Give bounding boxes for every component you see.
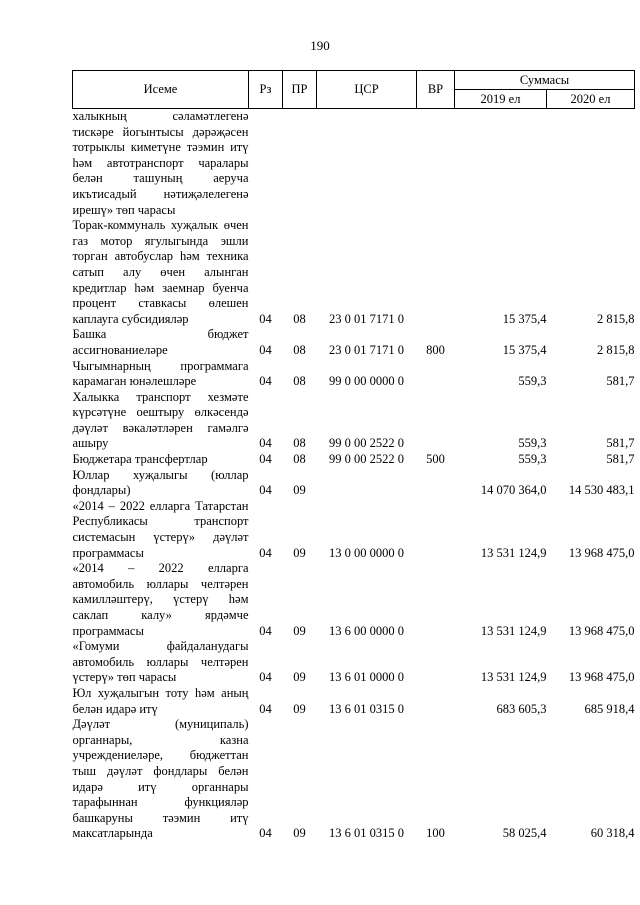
cell-csr: 99 0 00 2522 0 [329,436,404,451]
cell-2020: 685 918,4 [584,701,635,716]
cell-pr: 08 [293,436,306,451]
cell-2019 [455,109,547,219]
cell-csr: 13 0 00 0000 0 [329,545,404,560]
cell-pr: 09 [293,483,306,498]
table-header [73,71,635,109]
cell-name: «2014 – 2022 елларга Татарстан Республикасы транспорт системасын үстерү» дәүләт программасы [72,498,249,560]
cell-pr: 08 [293,311,306,326]
cell-pr: 08 [293,374,306,389]
cell-2020: 13 968 475,0 [568,545,635,560]
table-row [73,639,635,686]
cell-vr [417,109,455,219]
cell-vr [417,218,455,327]
col-header-name: Исеме [73,71,249,109]
table-row [73,359,635,390]
cell-2020: 2 815,8 [597,311,635,326]
cell-vr [417,359,455,390]
cell-2020: 13 968 475,0 [568,670,635,685]
cell-rz: 04 [259,623,272,638]
cell-vr [417,561,455,639]
page-number: 190 [310,38,330,53]
cell-pr: 08 [293,452,306,467]
cell-vr: 100 [426,826,445,841]
cell-2020: 581,7 [606,452,635,467]
cell-csr: 13 6 01 0000 0 [329,670,404,685]
cell-csr: 13 6 00 0000 0 [329,623,404,638]
cell-rz: 04 [259,483,272,498]
cell-name: Халыкка транспорт хезмәте күрсәтүне оештыру өлкәсендә дәүләт вәкаләтләрен гамәлгә ашыру [72,389,249,451]
cell-2019: 559,3 [518,452,547,467]
cell-rz: 04 [259,436,272,451]
cell-pr: 09 [293,670,306,685]
cell-pr: 09 [293,545,306,560]
cell-rz: 04 [259,452,272,467]
cell-name: «Гомуми файдаланудагы автомобиль юллары челтәрен үстерү» төп чарасы [72,639,249,685]
cell-name: Юл хуҗалыгын тоту һәм аның белән идарә итү [72,685,249,716]
cell-name: халыкның сәламәтлегенә тискәре йогынтысы дәрәҗәсен тотрыклы киметүне тәэмин итү һәм автотранспорт чаралары белән ташуның аеруча икътисадый нәтиҗәлелегенә ирешү» төп чарасы [72,109,249,217]
table-row [73,499,635,561]
table-row [73,561,635,639]
cell-rz: 04 [259,701,272,716]
cell-csr: 99 0 00 0000 0 [329,374,404,389]
cell-name: Торак-коммуналь хуҗалык өчен газ мотор ягулыгында эшли торган автобуслар һәм техника сатып алу өчен алынган кредитлар һәм заемнар буенча процент ставкасы өлешен каплауга субсидияләр [72,218,249,326]
cell-2019: 683 605,3 [496,701,547,716]
cell-rz: 04 [259,374,272,389]
cell-name: Чыгымнарның программага карамаган юнәлешләре [72,358,249,389]
cell-name: «2014 – 2022 елларга автомобиль юллары челтәрен камилләштерү, үстерү һәм саклап калу» ярдәмче программасы [72,561,249,638]
cell-2020: 581,7 [606,436,635,451]
cell-csr [317,109,417,219]
cell-2019: 559,3 [518,374,547,389]
cell-vr: 800 [426,342,445,357]
cell-2020: 13 968 475,0 [568,623,635,638]
cell-rz: 04 [259,311,272,326]
cell-2020: 581,7 [606,374,635,389]
col-header-2020: 2020 ел [547,90,635,109]
cell-2020: 14 530 483,1 [568,483,635,498]
cell-csr: 13 6 01 0315 0 [329,826,404,841]
cell-vr [417,468,455,499]
cell-name: Дәүләт (муниципаль) органнары, казна учреждениеләре, бюджеттан тыш дәүләт фондлары белән идарә итү органнары тарафыннан функцияләр башкаруны тәэмин итү максатларында [72,717,249,841]
cell-2019: 13 531 124,9 [480,623,547,638]
col-header-rz: Рз [249,71,283,109]
table-row [73,717,635,842]
cell-rz: 04 [259,545,272,560]
col-header-csr: ЦСР [317,71,417,109]
cell-2019: 15 375,4 [502,311,547,326]
table-body [73,109,635,842]
cell-rz: 04 [259,670,272,685]
cell-pr: 09 [293,826,306,841]
budget-table [72,70,635,842]
cell-name: Бюджетара трансфертлар [72,452,208,467]
cell-vr [417,639,455,686]
table-row [73,468,635,499]
table-row [73,686,635,717]
cell-vr [417,390,455,452]
cell-pr [283,109,317,219]
cell-pr: 08 [293,342,306,357]
cell-vr [417,499,455,561]
table-row [73,452,635,468]
table-row [73,327,635,358]
table-row [73,109,635,219]
table-row [73,218,635,327]
col-header-pr: ПР [283,71,317,109]
cell-rz [249,109,283,219]
cell-rz: 04 [259,826,272,841]
col-header-vr: ВР [417,71,455,109]
cell-2020: 2 815,8 [597,342,635,357]
cell-2019: 13 531 124,9 [480,545,547,560]
cell-vr: 500 [426,452,445,467]
cell-csr: 23 0 01 7171 0 [329,311,404,326]
cell-pr: 09 [293,623,306,638]
cell-name: Юллар хуҗалыгы (юллар фондлары) [72,467,249,498]
cell-2020 [547,109,635,219]
col-header-2019: 2019 ел [455,90,547,109]
cell-vr [417,686,455,717]
cell-csr: 13 6 01 0315 0 [329,701,404,716]
cell-csr [317,468,417,499]
cell-2020: 60 318,4 [590,826,635,841]
col-header-sums: Суммасы [455,71,635,90]
cell-pr: 09 [293,701,306,716]
cell-2019: 13 531 124,9 [480,670,547,685]
cell-2019: 14 070 364,0 [480,483,547,498]
cell-2019: 58 025,4 [502,826,547,841]
cell-name: Башка бюджет ассигнованиеләре [72,327,249,357]
cell-csr: 23 0 01 7171 0 [329,342,404,357]
cell-2019: 559,3 [518,436,547,451]
table-row [73,390,635,452]
cell-csr: 99 0 00 2522 0 [329,452,404,467]
cell-rz: 04 [259,342,272,357]
cell-2019: 15 375,4 [502,342,547,357]
